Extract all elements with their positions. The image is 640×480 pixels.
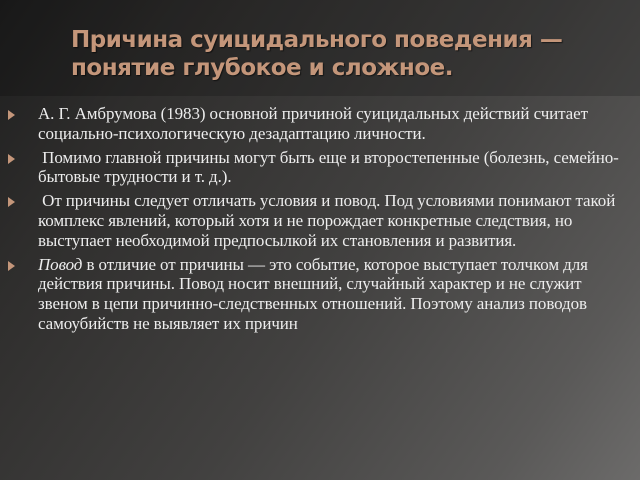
triangle-bullet-icon — [8, 261, 15, 271]
bullet-item — [8, 148, 632, 188]
bullet-list — [8, 104, 632, 338]
bullet-text-with-lead — [38, 255, 632, 334]
bullet-lead-word: Повод — [38, 254, 83, 274]
slide-title-line-1: Причина суицидального поведения — — [71, 27, 563, 53]
bullet-item — [8, 104, 632, 144]
triangle-bullet-icon — [8, 154, 15, 164]
slide-title-line-2: понятие глубокое и сложное. — [71, 55, 453, 81]
bullet-item — [8, 255, 632, 334]
bullet-text: От причины следует отличать условия и повод. Под условиями понимают такой комплекс явлений, который хотя и не порождает конкретные следствия, но выступает необходимой предпосылкой их становления и развития. — [38, 191, 620, 250]
triangle-bullet-icon — [8, 197, 15, 207]
bullet-text: А. Г. Амбрумова (1983) основной причиной суицидальных действий считает социально-психологическую дезадаптацию личности. — [38, 104, 588, 143]
bullet-item — [8, 191, 632, 250]
bullet-text: Помимо главной причины могут быть еще и второстепенные (болезнь, семейно-бытовые трудности и т. д.). — [38, 147, 619, 187]
triangle-bullet-icon — [8, 110, 15, 120]
bullet-text: в отличие от причины — это событие, которое выступает толчком для действия причины. Повод носит внешний, случайный характер и не служит звеном в цепи причинно-следственных отношений. Поэтому анализ поводов самоубийств не выявляет их причин — [38, 254, 588, 333]
